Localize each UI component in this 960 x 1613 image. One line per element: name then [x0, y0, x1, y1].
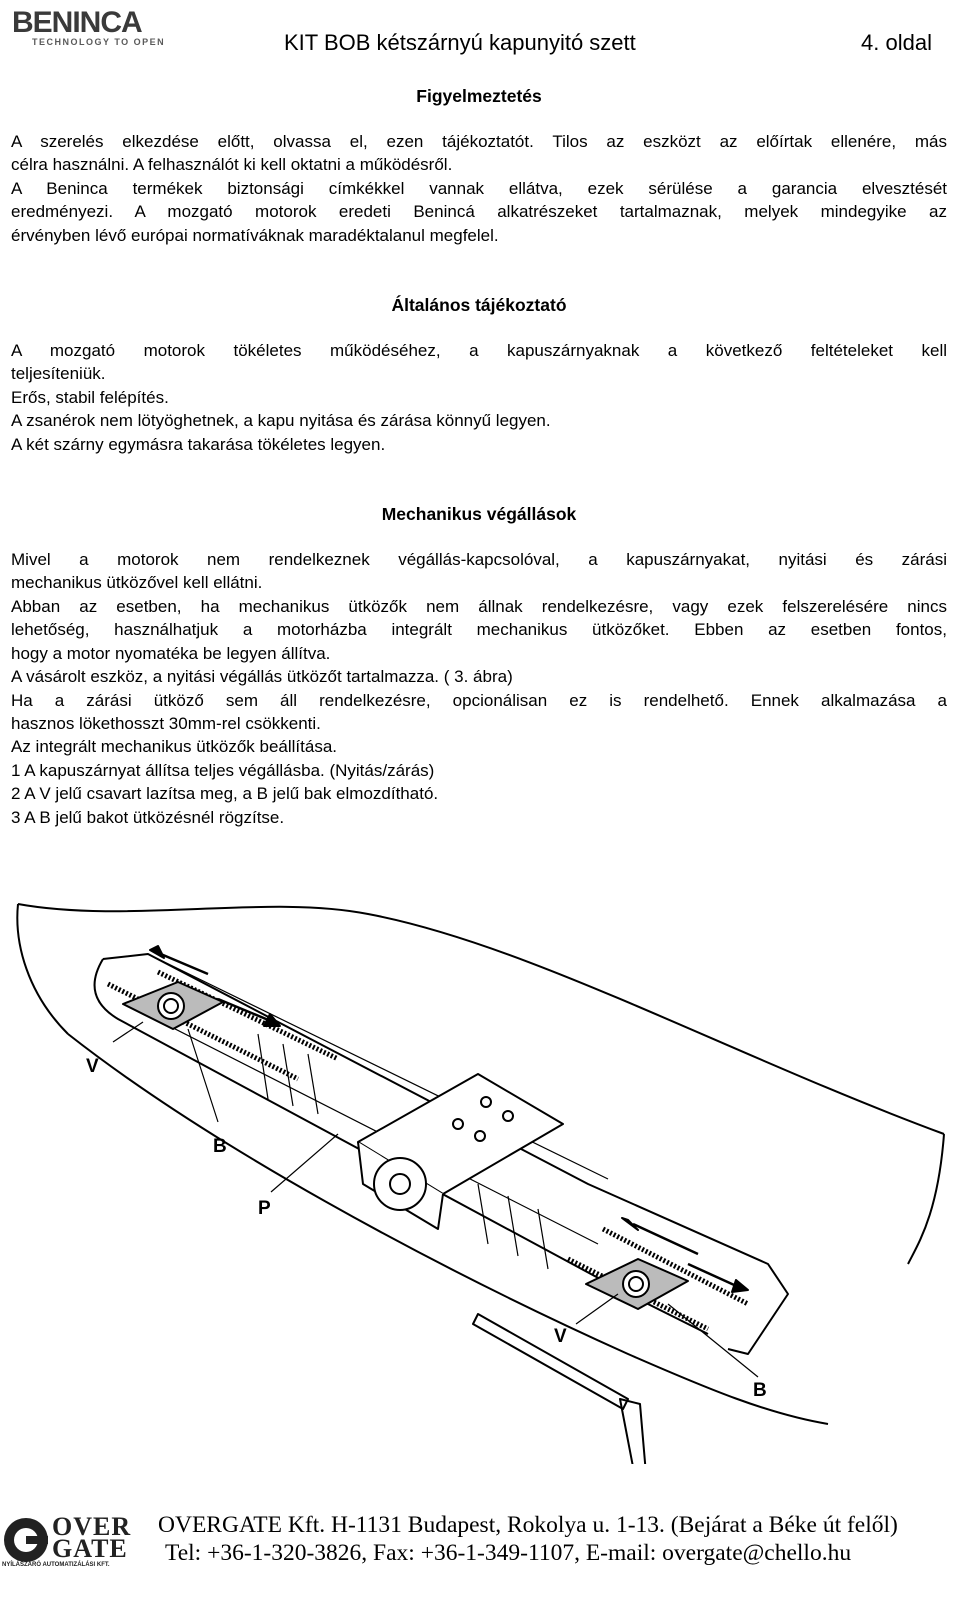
footer-contact: Tel: +36-1-320-3826, Fax: +36-1-349-1107, E-mail: overgate@chello.hu [165, 1540, 852, 1566]
general-paragraph [11, 339, 947, 456]
text-line: A két szárny egymásra takarása tökéletes legyen. [11, 434, 386, 454]
page-header [0, 0, 960, 66]
text-line: lehetőség, használhatjuk a motorházba integrált mechanikus ütközőket. Ebben az esetben fontos, [11, 620, 947, 640]
section-title-warning: Figyelmeztetés [416, 86, 542, 106]
label-b-top: B [213, 1136, 227, 1157]
text-line: Az integrált mechanikus ütközők beállítása. [11, 737, 338, 757]
text-line: Erős, stabil felépítés. [11, 387, 169, 407]
text-line: 1 A kapuszárnyat állítsa teljes végállásba. (Nyitás/zárás) [11, 760, 435, 780]
section-title-mechanical: Mechanikus végállások [381, 504, 577, 525]
mechanical-paragraph [11, 548, 947, 829]
label-v-top: V [86, 1056, 99, 1077]
logo-tagline: TECHNOLOGY TO OPEN [32, 37, 166, 47]
page-number: 4. oldal [861, 30, 932, 55]
text-line: hasznos lökethosszt 30mm-rel csökkenti. [11, 713, 321, 733]
text-line: Mivel a motorok nem rendelkeznek végállás-kapcsolóval, a kapuszárnyakat, nyitási és zárási [11, 550, 947, 570]
warning-paragraph [11, 130, 947, 247]
text-line: A szerelés elkezdése előtt, olvassa el, ezen tájékoztatót. Tilos az eszközt az előírtak ellenére, más [11, 132, 947, 151]
logo-gate-text: GATE [52, 1534, 128, 1563]
beninca-logo [12, 6, 172, 52]
label-p: P [258, 1198, 271, 1219]
footer-address: OVERGATE Kft. H-1131 Budapest, Rokolya u. 1-13. (Bejárat a Béke út felől) [158, 1512, 898, 1538]
main-content [11, 84, 947, 829]
text-line: 3 A B jelű bakot ütközésnél rögzítse. [11, 807, 285, 827]
text-line: 2 A V jelű csavart lazítsa meg, a B jelű bak elmozdítható. [11, 784, 439, 804]
text-line: mechanikus ütközővel kell ellátni. [11, 573, 263, 593]
motor-stop-figure [8, 884, 952, 1464]
section-title-general: Általános tájékoztató [391, 295, 567, 316]
logo-subtext: NYÍLÁSZÁRÓ AUTOMATIZÁLÁSI KFT. [2, 1562, 110, 1568]
motor-housing-drawing [8, 884, 952, 1464]
text-line: eredményezi. A mozgató motorok eredeti Benincá alkatrészeket tartalmaznak, melyek mindegyike az [11, 202, 947, 222]
text-line: Ha a zárási ütköző sem áll rendelkezésre, opcionálisan ez is rendelhető. Ennek alkalmazása a [11, 690, 947, 710]
text-line: A Beninca termékek biztonsági címkékkel vannak ellátva, ezek sérülése a garancia elvesztését [11, 178, 947, 198]
text-line: A zsanérok nem lötyöghetnek, a kapu nyitása és zárása könnyű legyen. [11, 411, 551, 431]
logo-brand-text: BENINCA [12, 6, 142, 39]
page-footer [0, 1500, 960, 1613]
label-b-bottom: B [753, 1380, 767, 1401]
text-line: teljesíteniük. [11, 364, 106, 384]
text-line: érvényben lévő európai normatíváknak maradéktalanul megfelel. [11, 225, 499, 245]
overgate-logo [2, 1510, 150, 1572]
logo-over-text: OVER [52, 1512, 132, 1541]
text-line: hogy a motor nyomatéka be legyen állítva. [11, 643, 331, 663]
label-v-bottom: V [554, 1326, 567, 1347]
text-line: A mozgató motorok tökéletes működéséhez, a kapuszárnyaknak a következő feltételeket kell [11, 341, 947, 361]
document-title: KIT BOB kétszárnyú kapunyitó szett [284, 30, 636, 55]
text-line: Abban az esetben, ha mechanikus ütközők nem állnak rendelkezésre, vagy ezek felszerelésére nincs [11, 596, 947, 616]
text-line: célra használni. A felhasználót ki kell oktatni a működésről. [11, 155, 453, 175]
text-line: A vásárolt eszköz, a nyitási végállás ütközőt tartalmazza. ( 3. ábra) [11, 667, 513, 687]
